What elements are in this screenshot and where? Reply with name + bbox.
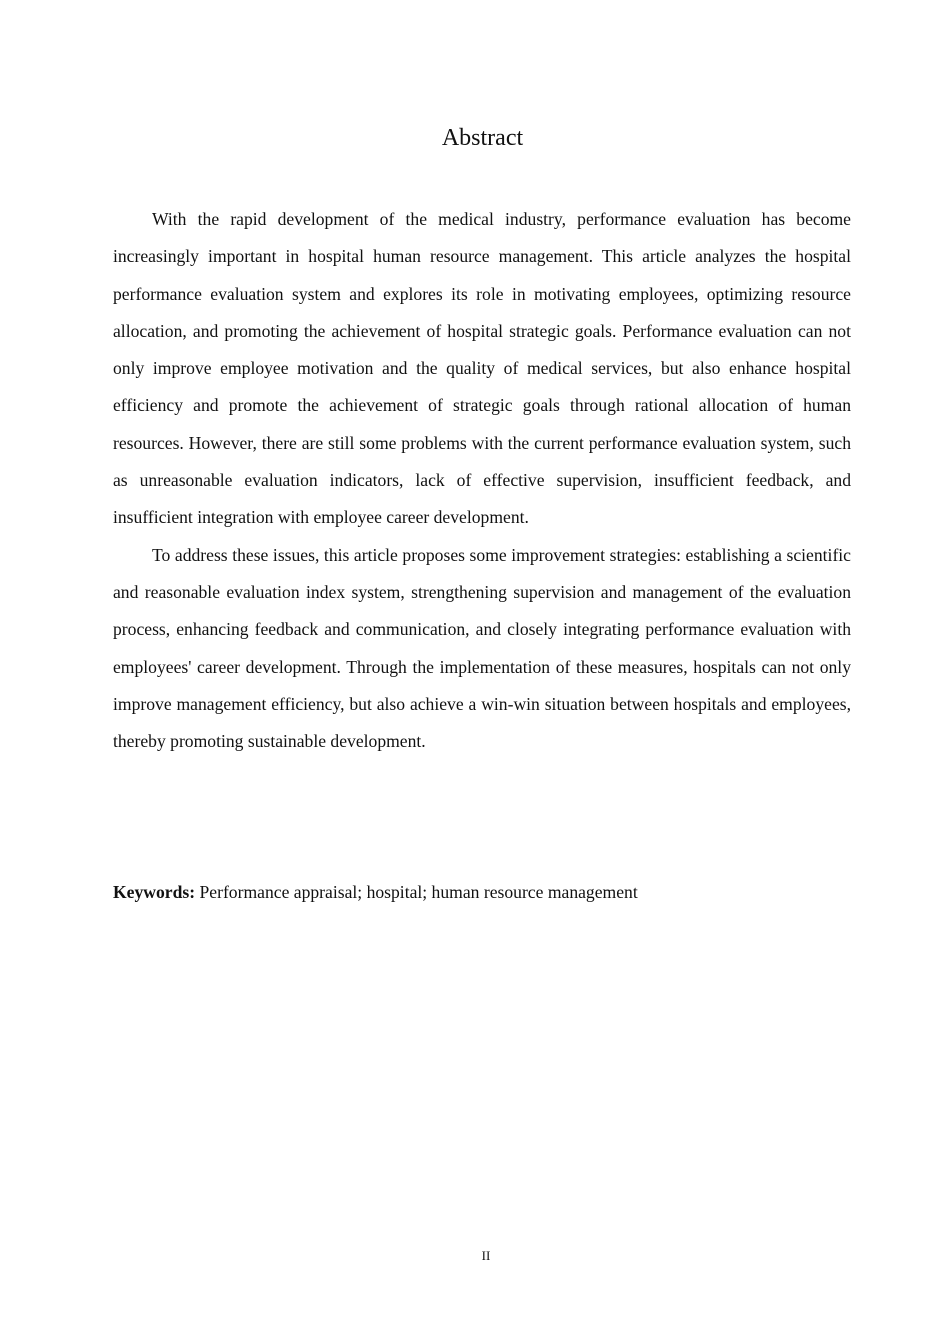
keywords-label: Keywords: — [113, 882, 196, 902]
page-number: II — [481, 1248, 491, 1263]
abstract-paragraph-2: To address these issues, this article proposes some improvement strategies: establishing a scientific and reasonable evaluation index system, strengthening supervision and management of the evaluation process, enhancing feedback and communication, and closely integrating performance evaluation with employees' career development. Through the implementation of these measures, hospitals can not only improve management efficiency, but also achieve a win-win situation between hospitals and employees, thereby promoting sustainable development. — [113, 544, 851, 752]
abstract-body — [113, 201, 851, 760]
keywords-line — [113, 876, 851, 908]
keywords-text: Performance appraisal; hospital; human resource management — [199, 882, 638, 902]
page-title: Abstract — [441, 125, 524, 151]
abstract-paragraph-1: With the rapid development of the medical industry, performance evaluation has become increasingly important in hospital human resource management. This article analyzes the hospital performance evaluation system and explores its role in motivating employees, optimizing resource allocation, and promoting the achievement of hospital strategic goals. Performance evaluation can not only improve employee motivation and the quality of medical services, but also enhance hospital efficiency and promote the achievement of strategic goals through rational allocation of human resources. However, there are still some problems with the current performance evaluation system, such as unreasonable evaluation indicators, lack of effective supervision, insufficient feedback, and insufficient integration with employee career development. — [113, 209, 851, 528]
